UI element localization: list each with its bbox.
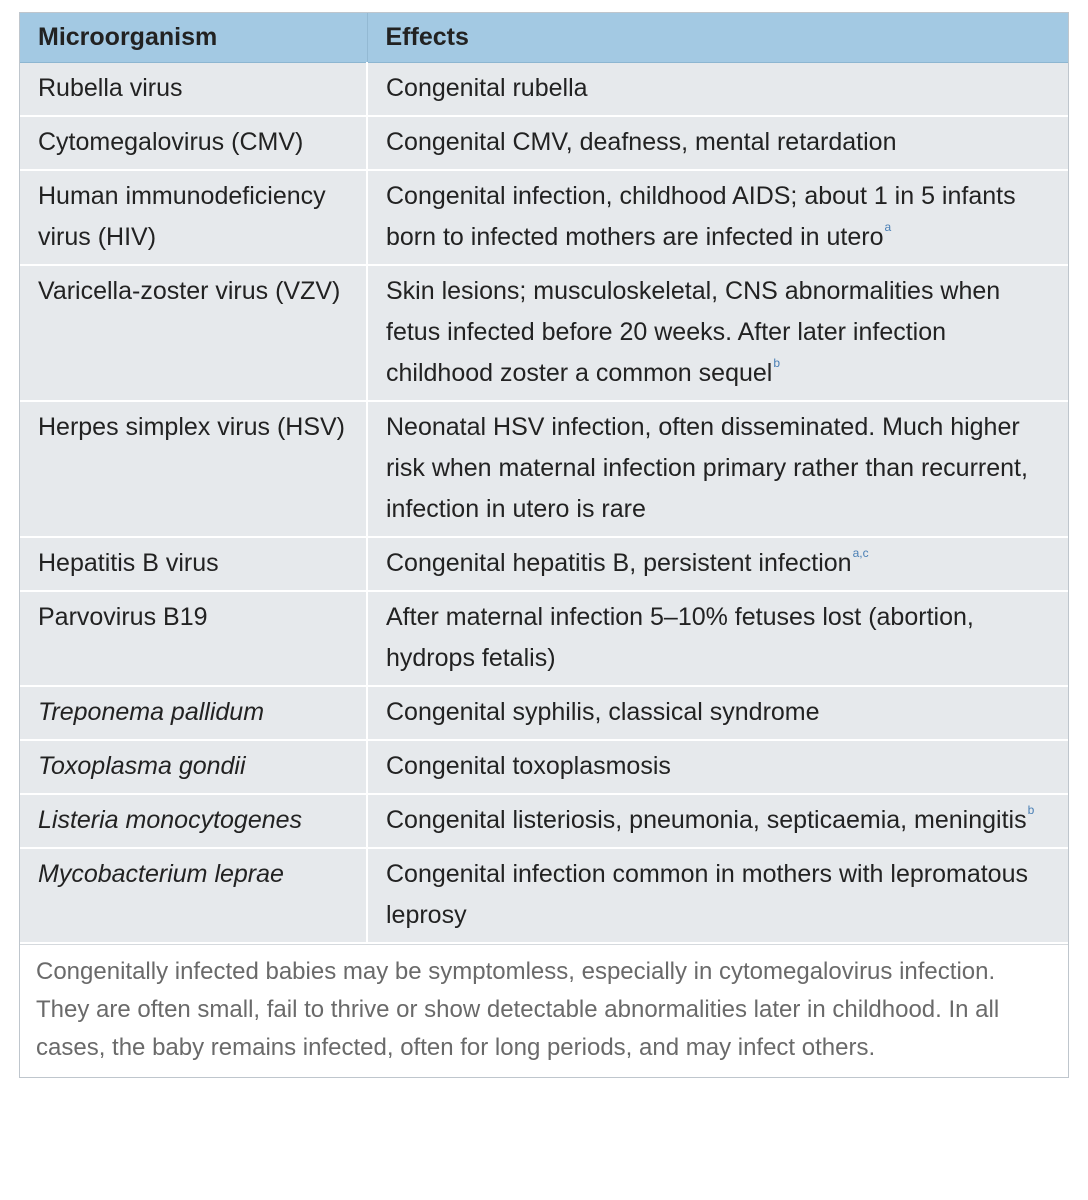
microorganism-cell: Cytomegalovirus (CMV)	[20, 116, 367, 170]
footnote-reference-link[interactable]: b	[1027, 802, 1035, 817]
congenital-infections-table-container	[19, 12, 1069, 1078]
effects-cell	[367, 62, 1068, 116]
effects-text: Congenital hepatitis B, persistent infection	[386, 548, 852, 577]
microorganism-cell: Listeria monocytogenes	[20, 794, 367, 848]
microorganism-cell: Hepatitis B virus	[20, 537, 367, 591]
effects-cell	[367, 794, 1068, 848]
footnote-reference-link[interactable]: b	[773, 355, 781, 370]
effects-cell	[367, 401, 1068, 537]
table-row	[20, 401, 1068, 537]
microorganism-cell: Parvovirus B19	[20, 591, 367, 686]
table-row	[20, 537, 1068, 591]
table-row	[20, 62, 1068, 116]
effects-cell	[367, 591, 1068, 686]
footnote-reference-link[interactable]: a,c	[852, 545, 869, 560]
table-row	[20, 848, 1068, 943]
effects-text: Congenital listeriosis, pneumonia, septicaemia, meningitis	[386, 805, 1027, 834]
table-row	[20, 740, 1068, 794]
effects-cell	[367, 170, 1068, 265]
effects-cell	[367, 848, 1068, 943]
table-row	[20, 265, 1068, 401]
effects-cell	[367, 740, 1068, 794]
effects-text: Skin lesions; musculoskeletal, CNS abnormalities when fetus infected before 20 weeks. After later infection childhood zoster a common sequel	[386, 276, 1001, 387]
effects-text: Congenital rubella	[386, 73, 588, 102]
microorganism-cell: Mycobacterium leprae	[20, 848, 367, 943]
effects-cell	[367, 537, 1068, 591]
microorganism-cell: Toxoplasma gondii	[20, 740, 367, 794]
column-header-microorganism: Microorganism	[20, 13, 367, 62]
effects-text: Congenital CMV, deafness, mental retardation	[386, 127, 897, 156]
effects-text: Congenital infection common in mothers with lepromatous leprosy	[386, 859, 1028, 929]
effects-text: Congenital toxoplasmosis	[386, 751, 671, 780]
effects-text: After maternal infection 5–10% fetuses lost (abortion, hydrops fetalis)	[386, 602, 974, 672]
footnote-reference-link[interactable]: a	[884, 219, 892, 234]
microorganism-cell: Varicella-zoster virus (VZV)	[20, 265, 367, 401]
effects-text: Congenital infection, childhood AIDS; about 1 in 5 infants born to infected mothers are infected in utero	[386, 181, 1016, 251]
effects-cell	[367, 265, 1068, 401]
microorganism-cell: Herpes simplex virus (HSV)	[20, 401, 367, 537]
column-header-effects: Effects	[367, 13, 1068, 62]
microorganism-cell: Treponema pallidum	[20, 686, 367, 740]
table-row	[20, 116, 1068, 170]
table-row	[20, 794, 1068, 848]
table-header-row	[20, 13, 1068, 62]
effects-text: Neonatal HSV infection, often disseminated. Much higher risk when maternal infection primary rather than recurrent, infection in utero is rare	[386, 412, 1028, 523]
table-footnote: Congenitally infected babies may be symptomless, especially in cytomegalovirus infection. They are often small, fail to thrive or show detectable abnormalities later in childhood. In all cases, the baby remains infected, often for long periods, and may infect others.	[20, 944, 1068, 1077]
effects-cell	[367, 686, 1068, 740]
microorganism-cell: Rubella virus	[20, 62, 367, 116]
table-row	[20, 591, 1068, 686]
effects-cell	[367, 116, 1068, 170]
effects-text: Congenital syphilis, classical syndrome	[386, 697, 820, 726]
table-row	[20, 170, 1068, 265]
table-row	[20, 686, 1068, 740]
congenital-infections-table	[20, 13, 1068, 944]
microorganism-cell: Human immunodeficiency virus (HIV)	[20, 170, 367, 265]
